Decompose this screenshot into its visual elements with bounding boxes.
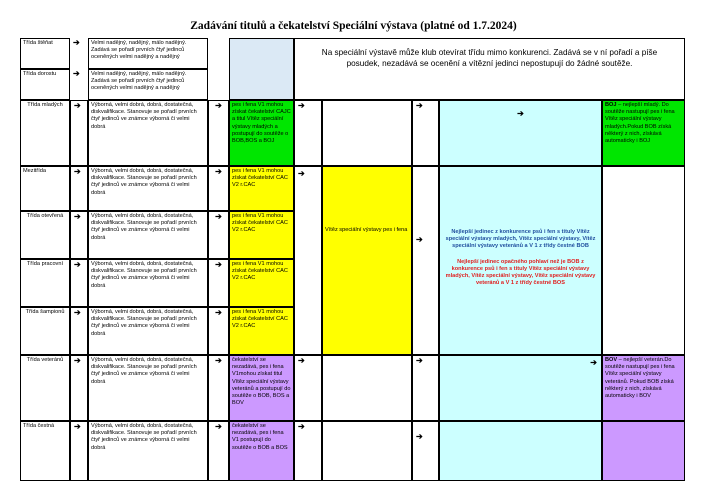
info-box: Na speciální výstavě může klub otevírat třídu mimo konkurenci. Zadává se v ní pořadí a píše posudek, nezadává se ocenění a vítězní jedinci nepostupují do žádné soutěže. xyxy=(294,38,685,100)
arrow-icon: ➔ xyxy=(412,421,439,481)
arrow-icon: ➔ xyxy=(208,421,229,481)
arrow-icon: ➔ xyxy=(412,100,439,166)
class-pracovni: Třída pracovní xyxy=(20,259,70,307)
page-title: Zadávání titulů a čekatelství Speciální výstava (platné od 1.7.2024) xyxy=(190,20,517,32)
empty-cell xyxy=(322,421,412,481)
arrow-icon: ➔ xyxy=(70,355,88,421)
arrow-icon: ➔ xyxy=(412,355,439,421)
rating-mezitrida: Výborná, velmi dobrá, dobrá, dostatečná, diskvalifikace. Stanovuje se pořadí prvních čtyř jedinců ve známce výborná či velmi dobrá xyxy=(88,166,208,211)
bov-label: BOV xyxy=(605,357,618,363)
title-otevrena: pes i fena V1 mohou získat čekatelství CAC V2 r.CAC xyxy=(229,211,294,259)
title-cestna: čekatelství se nezadává, pes i fena V1 postupují do soutěže o BOB a BOS xyxy=(229,421,294,481)
class-dorostu: Třída dorostu xyxy=(20,69,70,100)
title-veteranu: čekatelství se nezadává, pes i fena V1mohou získat titul Vítěz speciální výstavy veteránů a postupují do soutěže o BOB, BOS a BOV xyxy=(229,355,294,421)
bob-text: Nejlepší jedinec z konkurence psů i fen s tituly Vítěz speciální výstavy mladých, Vítěz speciální výstavy, Vítěz speciální výstavy veteránů a V 1 z třídy čestné BOB xyxy=(445,229,596,250)
bob-bos-box xyxy=(439,166,602,355)
arrow-icon: ➔ xyxy=(73,69,80,78)
empty-cell xyxy=(602,166,685,355)
class-sampionu: Třída šampionů xyxy=(20,307,70,355)
class-mladych: Třída mladých xyxy=(20,100,70,166)
arrow-icon: ➔ xyxy=(70,166,88,211)
bov-box xyxy=(602,355,685,421)
rating-dorostu: Velmi nadějný, nadějný, málo nadějný. Zadává se pořadí prvních čtyř jedinců oceněných velmi nadějný a nadějný xyxy=(88,69,208,100)
arrow-icon: ➔ xyxy=(70,421,88,481)
arrow-icon: ➔ xyxy=(208,211,229,259)
arrow-icon: ➔ xyxy=(208,166,229,211)
rating-pracovni: Výborná, velmi dobrá, dobrá, dostatečná, diskvalifikace. Stanovuje se pořadí prvních čtyř jedinců ve známce výborná či velmi dobrá xyxy=(88,259,208,307)
empty-cell xyxy=(322,100,412,166)
arrow-icon: ➔ xyxy=(294,355,322,421)
spacer xyxy=(443,251,598,259)
boj-label: BOJ xyxy=(605,102,617,108)
arrow-icon: ➔ xyxy=(73,38,80,47)
arrow-icon: ➔ xyxy=(439,100,602,166)
arrow-icon: ➔ xyxy=(294,166,322,355)
empty-cyan-cell xyxy=(439,421,602,481)
boj-box xyxy=(602,100,685,166)
arrow-icon: ➔ xyxy=(70,211,88,259)
rating-cestna: Výborná, velmi dobrá, dobrá, dostatečná, diskvalifikace. Stanovuje se pořadí prvních čtyř jedinců ve známce výborná či velmi dobrá xyxy=(88,421,208,481)
rating-mladych: Výborná, velmi dobrá, dobrá, dostatečná, diskvalifikace. Stanovuje se pořadí prvních čtyř jedinců ve známce výborná či velmi dobrá xyxy=(88,100,208,166)
arrow-icon: ➔ xyxy=(70,259,88,307)
title-mezitrida: pes i fena V1 mohou získat čekatelství CAC V2 r.CAC xyxy=(229,166,294,211)
bov-text: – nejlepší veterán.Do soutěže nastupují pes i fena Vítěz speciální výstavy veteránů. Pokud BOB získá některý z nich, získává automaticky i BOV xyxy=(605,357,675,400)
class-veteranu: Třída veteránů xyxy=(20,355,70,421)
arrow-icon: ➔ xyxy=(294,100,322,166)
title-pracovni: pes i fena V1 mohou získat čekatelství CAC V2 r.CAC xyxy=(229,259,294,307)
class-mezitrida: Mezitřída xyxy=(20,166,70,211)
bos-text: Nejlepší jedinec opačného pohlaví než je BOB z konkurence psů i fen s tituly Vítěz speciální výstavy mladých, Vítěz speciální výstavy, Vítěz speciální výstavy veteránů a V 1 z třídy čestné BOS xyxy=(445,258,596,287)
arrow-icon: ➔ xyxy=(70,307,88,355)
rating-stenat: Velmi nadějný, nadějný, málo nadějný. Zadává se pořadí prvních čtyř jedinců oceněných velmi nadějný a nadějný xyxy=(88,38,208,69)
arrow-icon: ➔ xyxy=(208,355,229,421)
rating-veteranu: Výborná, velmi dobrá, dobrá, dostatečná, diskvalifikace. Stanovuje se pořadí prvních čtyř jedinců ve známce výborná či velmi dobrá xyxy=(88,355,208,421)
arrow-icon: ➔ xyxy=(208,100,229,166)
arrow-icon: ➔ xyxy=(439,355,602,421)
rating-sampionu: Výborná, velmi dobrá, dobrá, dostatečná, diskvalifikace. Stanovuje se pořadí prvních čtyř jedinců ve známce výborná či velmi dobrá xyxy=(88,307,208,355)
class-stenat: Třída štěňat xyxy=(20,38,70,69)
blank-blue-cell xyxy=(229,38,294,100)
class-cestna: Třída čestná xyxy=(20,421,70,481)
boj-text: – nejlepší mladý. Do soutěže nastupují pes i fena Vítěz speciální výstavy mladých.Pokud BOB získá některý z nich, získává automaticky i BOJ xyxy=(605,102,675,145)
arrow-icon: ➔ xyxy=(70,100,88,166)
empty-violet-cell xyxy=(602,421,685,481)
rating-otevrena: Výborná, velmi dobrá, dobrá, dostatečná, diskvalifikace. Stanovuje se pořadí prvních čtyř jedinců ve známce výborná či velmi dobrá xyxy=(88,211,208,259)
title-mladych: pes i fena V1 mohou získat čekatelství CAJC a titul Vítěz speciální výstavy mladých a postupují do soutěže o BOB,BOS a BOJ xyxy=(229,100,294,166)
arrow-icon: ➔ xyxy=(208,307,229,355)
arrow-icon: ➔ xyxy=(208,259,229,307)
arrow-icon: ➔ xyxy=(294,421,322,481)
empty-cell xyxy=(322,355,412,421)
vitez-box: Vítěz speciální výstavy pes i fena xyxy=(322,166,412,355)
arrow-icon: ➔ xyxy=(412,166,439,355)
class-otevrena: Třída otevřená xyxy=(20,211,70,259)
title-sampionu: pes i fena V1 mohou získat čekatelství CAC V2 r.CAC xyxy=(229,307,294,355)
